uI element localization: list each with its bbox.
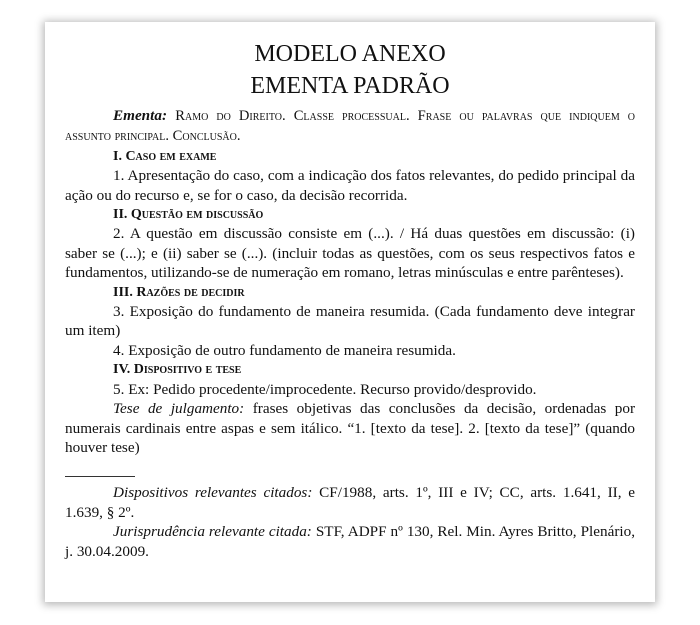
section-3-paragraph-1: 3. Exposição do fundamento de maneira resumida. (Cada fundamento deve integrar um item) [65, 303, 635, 340]
section-3-paragraph-2: 4. Exposição de outro fundamento de maneira resumida. [113, 341, 456, 359]
title-line-2: EMENTA PADRÃO [250, 73, 450, 99]
tese-text: frases objetivas das conclusões da decisão, ordenadas por numerais cardinais entre aspas e sem itálico. “1. [texto da tese]. 2. [texto da tese]” (quando houver tese) [65, 400, 635, 456]
section-heading-1: I. Caso em exame [113, 148, 217, 164]
dispositivos-paragraph [65, 483, 635, 522]
jurisprudencia-label: Jurisprudência relevante citada: [113, 523, 312, 541]
section-heading-3: III. Razões de decidir [113, 284, 245, 300]
title-line-1: MODELO ANEXO [254, 41, 446, 67]
section-1-paragraph-1: 1. Apresentação do caso, com a indicação dos fatos relevantes, do pedido principal da ação ou do recurso e, se for o caso, da decisão recorrida. [65, 167, 635, 204]
footnote-divider [65, 476, 135, 477]
document-page [45, 22, 655, 602]
dispositivos-text: CF/1988, arts. 1º, III e IV; CC, arts. 1.641, II, e 1.639, § 2º. [65, 484, 635, 521]
jurisprudencia-paragraph [65, 522, 635, 561]
section-4-paragraph-1: 5. Ex: Pedido procedente/improcedente. Recurso provido/desprovido. [113, 380, 537, 398]
section-heading-4: IV. Dispositivo e tese [113, 362, 242, 378]
tese-label: Tese de julgamento: [113, 400, 245, 418]
ementa-text: Ramo do Direito. Classe processual. Frase ou palavras que indiquem o assunto principal. Conclusão. [65, 108, 635, 145]
ementa-label: Ementa: [113, 107, 168, 124]
dispositivos-label: Dispositivos relevantes citados: [113, 484, 313, 502]
tese-paragraph [65, 399, 635, 457]
title-block [65, 38, 635, 102]
jurisprudencia-text: STF, ADPF nº 130, Rel. Min. Ayres Britto, Plenário, j. 30.04.2009. [65, 523, 635, 560]
section-heading-2: II. Questão em discussão [113, 207, 264, 223]
section-2-paragraph-1: 2. A questão em discussão consiste em (...). / Há duas questões em discussão: (i) saber se (...); e (ii) saber se (...). (incluir todas as questões, com os seus respectivos fatos e fundamentos, utilizando-se de numeração em romano, letras minúsculas e entre parênteses). [65, 225, 635, 282]
ementa-paragraph [65, 106, 635, 147]
